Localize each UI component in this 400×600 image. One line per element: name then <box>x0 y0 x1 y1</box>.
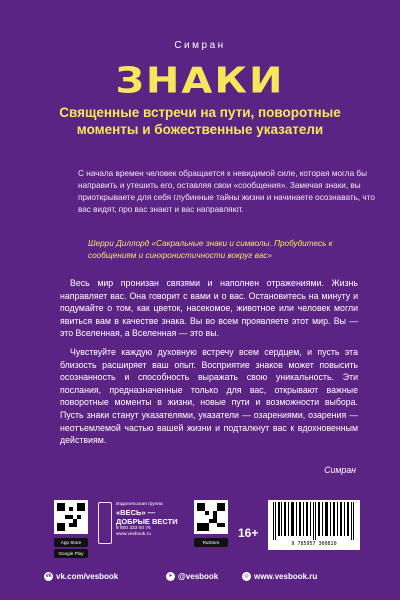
telegram-link-label: @vesbook <box>178 572 219 581</box>
book-subtitle: Священные встречи на пути, поворотные моменты и божественные указатели <box>59 105 341 137</box>
publisher-info <box>116 502 186 539</box>
social-links <box>44 572 364 584</box>
telegram-icon: ➤ <box>166 572 175 581</box>
telegram-link[interactable] <box>166 572 218 581</box>
publisher-site: www.vesbook.ru <box>116 532 151 538</box>
author-name: Симран <box>174 40 226 51</box>
publisher-label: Издательская группа <box>116 502 163 507</box>
qr-code-icon[interactable] <box>194 500 228 534</box>
publisher-brand: «ВЕСЬ» — <box>116 508 156 518</box>
signature: Симран <box>324 465 356 475</box>
isbn-number: 9 785957 360810 <box>291 541 337 547</box>
vk-link-label: vk.com/vesbook <box>56 572 119 581</box>
book-title: ЗНАКИ <box>115 60 285 102</box>
vk-icon: vk <box>45 573 52 579</box>
isbn-barcode <box>268 500 360 550</box>
age-rating: 16+ <box>238 526 259 540</box>
publisher-tagline: ДОБРЫЕ ВЕСТИ <box>116 517 178 527</box>
quote-attribution: Шерри Диллорд «Сакральные знаки и символы. Пробудитесь к сообщениям и синхронистичности вокруг вас» <box>88 239 333 260</box>
vk-link[interactable] <box>44 572 118 581</box>
body-text <box>60 277 358 453</box>
website-link-label: www.vesbook.ru <box>254 572 318 581</box>
intro-paragraph: С начала времен человек обращается к невидимой силе, которая могла бы направить и утешить его, оставляя свои «сообщения». Замечая знаки, вы приоткрываете для себя глубинные тайны жизни и начинаете осознавать, что вас видят, про вас знают и вас направляют. <box>78 169 375 214</box>
app-store-badge[interactable]: App Store <box>54 538 88 547</box>
footer <box>54 500 354 566</box>
google-play-badge[interactable]: Google Play <box>54 549 88 558</box>
rustore-badge[interactable]: RuStore <box>194 538 228 547</box>
publisher-phone: 8 800 333 00 76 <box>116 526 151 532</box>
website-link[interactable] <box>242 572 317 581</box>
qr-code-icon[interactable] <box>54 500 88 534</box>
globe-icon: ◎ <box>242 572 251 581</box>
publisher-logo <box>98 502 112 544</box>
body-paragraph: Весь мир пронизан связями и наполнен отражениями. Жизнь направляет вас. Она говорит с вами и о вас. Остановитесь на минуту и подумайте о том, как цветок, насекомое, животное или человек могли явиться вам в качестве знака. Вы во всем проявляете этот мир. Вы — это Вселенная, а Вселенная — это вы. <box>60 278 358 339</box>
body-paragraph: Чувствуйте каждую духовную встречу всем сердцем, и пусть эта близость расширяет ваш опыт. Восприятие знаков может повысить осознанность и способность выражать свою уникальность. Эти послания, предназначенные только для вас, открывают важные поворотные моменты в жизни, новые пути и возможности выбора. Пусть знаки станут указателями, указатели — озарениями, озарения — неотъемлемой частью вашей жизни и подталкнут вас к вдохновенным действиям. <box>60 346 358 446</box>
